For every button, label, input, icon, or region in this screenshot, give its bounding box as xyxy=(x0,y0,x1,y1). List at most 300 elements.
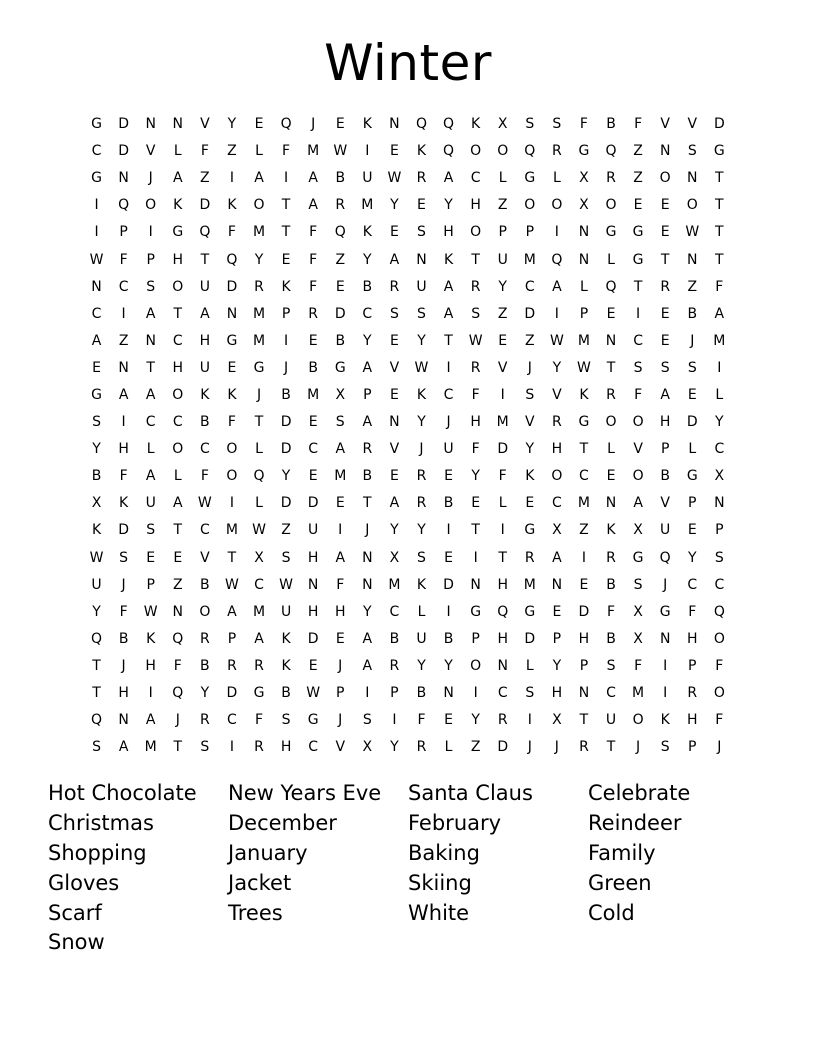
grid-letter: B xyxy=(281,685,291,702)
grid-letter: F xyxy=(715,712,724,729)
grid-letter: T xyxy=(579,712,589,729)
grid-letter: F xyxy=(634,386,643,403)
grid-letter: E xyxy=(308,468,318,485)
grid-letter: G xyxy=(524,522,536,539)
grid-row xyxy=(83,111,733,138)
grid-letter: A xyxy=(91,332,102,349)
grid-letter: Q xyxy=(605,143,617,160)
grid-letter: M xyxy=(713,332,726,349)
grid-letter: I xyxy=(229,170,234,187)
grid-letter: F xyxy=(471,441,480,458)
word-list-item: Hot Chocolate xyxy=(48,781,197,806)
grid-letter: S xyxy=(687,143,697,160)
grid-letter: T xyxy=(254,414,264,431)
grid-letter: I xyxy=(527,712,532,729)
grid-letter: B xyxy=(200,414,210,431)
grid-letter: Z xyxy=(633,143,643,160)
grid-letter: B xyxy=(335,170,346,187)
grid-letter: Y xyxy=(92,603,101,620)
grid-letter: J xyxy=(419,441,424,458)
grid-letter: C xyxy=(497,685,508,702)
grid-letter: E xyxy=(173,549,183,566)
grid-letter: J xyxy=(284,359,289,376)
grid-letter: N xyxy=(172,603,184,620)
grid-row xyxy=(83,599,733,626)
word-list-row xyxy=(48,898,788,928)
grid-letter: D xyxy=(118,143,129,160)
grid-letter: P xyxy=(579,305,589,322)
grid-letter: I xyxy=(365,143,370,160)
grid-letter: K xyxy=(200,386,210,403)
grid-letter: N xyxy=(118,359,129,376)
grid-letter: N xyxy=(307,576,319,593)
grid-letter: Y xyxy=(498,278,507,295)
grid-letter: N xyxy=(605,495,617,512)
grid-letter: Z xyxy=(687,278,698,295)
grid-letter: E xyxy=(633,197,643,214)
grid-letter: U xyxy=(605,712,617,729)
grid-letter: P xyxy=(119,224,128,241)
grid-letter: R xyxy=(389,278,400,295)
grid-row xyxy=(83,165,733,192)
grid-letter: D xyxy=(524,630,536,647)
grid-letter: B xyxy=(362,468,373,485)
grid-letter: O xyxy=(172,386,184,403)
word-list-item: February xyxy=(408,811,502,836)
grid-letter: U xyxy=(145,495,156,512)
grid-row xyxy=(83,572,733,599)
grid-letter: S xyxy=(660,359,670,376)
grid-letter: V xyxy=(335,739,346,756)
grid-letter: L xyxy=(255,495,263,512)
grid-letter: A xyxy=(552,549,562,566)
grid-letter: Y xyxy=(254,251,264,268)
grid-letter: B xyxy=(606,630,616,647)
grid-letter: B xyxy=(362,278,373,295)
grid-letter: K xyxy=(525,468,535,485)
grid-letter: O xyxy=(172,278,184,295)
grid-letter: S xyxy=(417,549,426,566)
grid-letter: Q xyxy=(605,278,617,295)
grid-letter: K xyxy=(362,116,372,133)
grid-letter: N xyxy=(172,116,184,133)
grid-letter: G xyxy=(713,143,725,160)
grid-letter: C xyxy=(172,332,183,349)
grid-letter: E xyxy=(660,332,670,349)
word-list-row xyxy=(48,839,788,869)
grid-letter: H xyxy=(145,657,156,674)
grid-letter: F xyxy=(254,712,264,729)
grid-letter: K xyxy=(227,386,237,403)
grid-letter: K xyxy=(281,278,291,295)
grid-letter: R xyxy=(497,712,508,729)
grid-letter: C xyxy=(199,441,210,458)
grid-letter: S xyxy=(281,549,291,566)
grid-letter: H xyxy=(334,603,346,620)
grid-letter: P xyxy=(336,685,345,702)
grid-letter: J xyxy=(175,712,180,729)
grid-letter: T xyxy=(146,359,155,376)
grid-letter: O xyxy=(632,414,644,431)
grid-letter: G xyxy=(686,468,698,485)
grid-letter: R xyxy=(199,630,210,647)
word-list-item: Gloves xyxy=(48,870,120,895)
grid-letter: T xyxy=(200,251,210,268)
grid-letter: D xyxy=(334,305,346,322)
grid-letter: F xyxy=(119,603,128,620)
grid-letter: R xyxy=(606,549,616,566)
grid-letter: E xyxy=(335,116,345,133)
grid-letter: I xyxy=(392,712,397,729)
grid-letter: V xyxy=(525,414,535,431)
grid-letter: X xyxy=(579,197,589,214)
grid-letter: T xyxy=(660,251,670,268)
grid-letter: I xyxy=(148,685,153,702)
grid-letter: N xyxy=(226,305,238,322)
grid-letter: W xyxy=(577,359,591,376)
grid-letter: P xyxy=(227,630,237,647)
grid-letter: F xyxy=(715,278,724,295)
grid-letter: N xyxy=(362,576,373,593)
grid-letter: X xyxy=(335,386,346,403)
grid-letter: R xyxy=(660,278,671,295)
grid-letter: M xyxy=(225,522,238,539)
grid-letter: W xyxy=(333,143,348,160)
grid-letter: F xyxy=(309,251,318,268)
grid-letter: Z xyxy=(200,170,210,187)
word-list-item: New Years Eve xyxy=(228,781,382,806)
grid-letter: Y xyxy=(417,522,426,539)
grid-letter: O xyxy=(470,224,482,241)
grid-letter: E xyxy=(335,630,345,647)
grid-letter: N xyxy=(578,685,590,702)
letter-grid xyxy=(83,111,733,761)
grid-letter: E xyxy=(606,468,616,485)
grid-letter: O xyxy=(659,170,671,187)
grid-letter: A xyxy=(443,170,454,187)
grid-letter: G xyxy=(226,332,238,349)
grid-letter: Q xyxy=(280,116,292,133)
grid-letter: H xyxy=(497,630,508,647)
grid-letter: I xyxy=(338,522,343,539)
grid-letter: E xyxy=(606,305,616,322)
grid-letter: L xyxy=(498,495,507,512)
grid-letter: R xyxy=(416,468,427,485)
grid-letter: E xyxy=(471,495,481,512)
grid-letter: Q xyxy=(199,224,211,241)
grid-letter: Z xyxy=(281,522,291,539)
grid-letter: L xyxy=(498,170,507,187)
grid-letter: D xyxy=(686,414,698,431)
grid-letter: E xyxy=(389,143,399,160)
grid-letter: B xyxy=(606,116,616,133)
grid-row xyxy=(83,436,733,463)
grid-letter: F xyxy=(498,468,507,485)
grid-letter: D xyxy=(226,278,238,295)
grid-letter: G xyxy=(253,685,265,702)
grid-letter: V xyxy=(200,549,210,566)
grid-letter: L xyxy=(255,143,263,160)
grid-row xyxy=(83,490,733,517)
grid-row xyxy=(83,274,733,301)
grid-letter: A xyxy=(145,386,156,403)
grid-letter: P xyxy=(363,386,372,403)
grid-letter: J xyxy=(527,359,532,376)
grid-row xyxy=(83,192,733,219)
grid-letter: G xyxy=(632,549,644,566)
grid-letter: K xyxy=(606,522,616,539)
grid-letter: Q xyxy=(524,143,536,160)
grid-letter: B xyxy=(606,576,616,593)
grid-letter: C xyxy=(308,739,319,756)
grid-letter: U xyxy=(660,522,671,539)
grid-letter: Y xyxy=(200,685,210,702)
grid-letter: N xyxy=(659,630,671,647)
grid-letter: Y xyxy=(92,441,101,458)
grid-letter: K xyxy=(362,224,372,241)
grid-letter: B xyxy=(200,576,210,593)
grid-letter: G xyxy=(334,359,346,376)
grid-letter: M xyxy=(252,224,266,241)
grid-letter: E xyxy=(444,468,453,485)
grid-letter: H xyxy=(443,224,454,241)
grid-letter: V xyxy=(552,386,562,403)
grid-letter: V xyxy=(389,441,400,458)
grid-letter: E xyxy=(660,305,670,322)
grid-letter: N xyxy=(389,414,400,431)
grid-letter: M xyxy=(632,685,645,702)
grid-letter: Z xyxy=(172,576,183,593)
grid-letter: R xyxy=(606,386,616,403)
grid-letter: A xyxy=(443,278,454,295)
word-list xyxy=(48,779,788,958)
grid-letter: I xyxy=(500,386,505,403)
grid-letter: A xyxy=(254,630,264,647)
grid-letter: E xyxy=(444,549,453,566)
grid-letter: K xyxy=(471,116,481,133)
grid-letter: D xyxy=(118,116,129,133)
grid-row xyxy=(83,246,733,273)
grid-letter: E xyxy=(525,495,535,512)
grid-row xyxy=(83,409,733,436)
grid-letter: E xyxy=(498,332,508,349)
grid-letter: C xyxy=(470,170,481,187)
grid-letter: G xyxy=(470,603,482,620)
grid-letter: O xyxy=(713,685,725,702)
grid-letter: N xyxy=(118,712,129,729)
grid-letter: I xyxy=(500,522,505,539)
grid-letter: N xyxy=(389,116,400,133)
grid-letter: G xyxy=(172,224,184,241)
grid-letter: C xyxy=(172,414,183,431)
grid-letter: Q xyxy=(551,251,563,268)
grid-letter: V xyxy=(660,495,670,512)
grid-letter: P xyxy=(660,441,670,458)
grid-letter: O xyxy=(226,441,238,458)
page-title: Winter xyxy=(324,34,492,92)
grid-letter: F xyxy=(119,468,128,485)
grid-letter: B xyxy=(443,630,454,647)
grid-letter: J xyxy=(311,116,316,133)
grid-letter: K xyxy=(416,143,427,160)
grid-letter: T xyxy=(92,685,101,702)
grid-letter: H xyxy=(118,685,129,702)
grid-letter: F xyxy=(634,116,643,133)
grid-letter: M xyxy=(523,251,536,268)
grid-letter: P xyxy=(498,224,507,241)
grid-letter: V xyxy=(200,116,210,133)
grid-letter: F xyxy=(417,712,426,729)
grid-letter: E xyxy=(146,549,156,566)
grid-letter: U xyxy=(91,576,102,593)
grid-letter: R xyxy=(335,197,346,214)
grid-letter: J xyxy=(690,332,695,349)
grid-letter: H xyxy=(307,603,319,620)
grid-letter: K xyxy=(119,495,129,512)
grid-row xyxy=(83,517,733,544)
grid-letter: G xyxy=(91,386,102,403)
grid-letter: K xyxy=(281,657,291,674)
grid-letter: E xyxy=(335,495,345,512)
grid-letter: R xyxy=(308,305,319,322)
grid-letter: T xyxy=(92,657,101,674)
grid-letter: O xyxy=(551,197,563,214)
grid-letter: S xyxy=(146,278,156,295)
grid-letter: G xyxy=(307,712,319,729)
grid-letter: A xyxy=(362,414,373,431)
grid-letter: E xyxy=(308,657,318,674)
grid-letter: H xyxy=(172,359,184,376)
grid-letter: T xyxy=(715,170,724,187)
grid-letter: P xyxy=(525,224,535,241)
grid-letter: H xyxy=(578,630,590,647)
grid-letter: Z xyxy=(633,170,643,187)
grid-letter: T xyxy=(715,251,724,268)
grid-letter: L xyxy=(173,143,182,160)
grid-letter: S xyxy=(335,414,345,431)
grid-letter: A xyxy=(389,251,400,268)
grid-letter: Z xyxy=(470,739,481,756)
grid-letter: J xyxy=(338,712,343,729)
grid-letter: O xyxy=(551,468,563,485)
grid-letter: Y xyxy=(363,332,372,349)
grid-letter: C xyxy=(254,576,264,593)
word-list-item: Cold xyxy=(588,900,635,925)
grid-letter: I xyxy=(717,359,722,376)
grid-letter: L xyxy=(525,657,534,674)
grid-letter: B xyxy=(281,386,291,403)
grid-letter: M xyxy=(307,386,320,403)
grid-letter: S xyxy=(281,712,291,729)
grid-letter: A xyxy=(335,441,346,458)
grid-letter: R xyxy=(687,685,698,702)
grid-letter: J xyxy=(554,739,559,756)
grid-letter: I xyxy=(554,305,559,322)
grid-letter: E xyxy=(308,414,318,431)
grid-letter: H xyxy=(470,414,481,431)
grid-letter: P xyxy=(552,630,562,647)
grid-letter: Y xyxy=(417,657,426,674)
grid-letter: D xyxy=(307,495,319,512)
grid-letter: L xyxy=(580,278,588,295)
grid-letter: M xyxy=(577,332,590,349)
grid-letter: W xyxy=(387,170,402,187)
grid-letter: R xyxy=(254,278,264,295)
grid-letter: O xyxy=(253,197,265,214)
grid-letter: C xyxy=(389,603,400,620)
grid-letter: S xyxy=(362,712,372,729)
grid-letter: N xyxy=(687,170,698,187)
grid-letter: I xyxy=(121,414,126,431)
word-list-row xyxy=(48,868,788,898)
grid-letter: N xyxy=(470,576,481,593)
word-list-item: Skiing xyxy=(408,870,472,895)
grid-letter: U xyxy=(280,603,292,620)
grid-letter: F xyxy=(471,386,480,403)
grid-letter: M xyxy=(252,332,266,349)
grid-letter: D xyxy=(226,685,238,702)
grid-letter: Q xyxy=(172,630,184,647)
grid-letter: A xyxy=(172,170,183,187)
grid-letter: L xyxy=(552,170,561,187)
grid-letter: A xyxy=(145,468,156,485)
grid-letter: I xyxy=(94,224,99,241)
grid-letter: E xyxy=(660,224,670,241)
grid-row xyxy=(83,626,733,653)
grid-letter: X xyxy=(254,549,264,566)
grid-letter: S xyxy=(633,359,643,376)
grid-letter: I xyxy=(446,603,451,620)
grid-letter: Y xyxy=(390,197,399,214)
grid-letter: Q xyxy=(226,251,238,268)
grid-letter: Y xyxy=(471,712,480,729)
grid-letter: K xyxy=(579,386,589,403)
grid-letter: I xyxy=(636,305,641,322)
grid-letter: A xyxy=(118,739,129,756)
grid-letter: Z xyxy=(497,197,508,214)
grid-letter: W xyxy=(306,685,321,702)
grid-letter: H xyxy=(307,549,319,566)
grid-letter: A xyxy=(200,305,210,322)
grid-letter: F xyxy=(200,143,209,160)
grid-letter: O xyxy=(226,468,238,485)
grid-letter: A xyxy=(145,305,156,322)
grid-letter: G xyxy=(524,603,536,620)
grid-letter: N xyxy=(497,657,508,674)
grid-letter: Y xyxy=(444,657,453,674)
grid-letter: R xyxy=(552,143,562,160)
grid-letter: F xyxy=(309,278,318,295)
grid-letter: D xyxy=(280,495,292,512)
grid-letter: O xyxy=(686,197,698,214)
grid-letter: C xyxy=(118,278,129,295)
grid-letter: I xyxy=(473,549,478,566)
grid-letter: T xyxy=(498,549,507,566)
grid-letter: R xyxy=(579,739,589,756)
grid-letter: W xyxy=(468,332,483,349)
grid-letter: X xyxy=(91,495,102,512)
grid-letter: H xyxy=(686,630,698,647)
grid-letter: E xyxy=(660,197,670,214)
grid-letter: E xyxy=(92,359,101,376)
word-list-item: Jacket xyxy=(228,870,292,895)
grid-letter: V xyxy=(687,116,698,133)
word-list-item: Celebrate xyxy=(588,781,691,806)
grid-letter: N xyxy=(551,576,563,593)
grid-letter: S xyxy=(525,685,535,702)
grid-letter: T xyxy=(173,522,183,539)
grid-letter: T xyxy=(281,197,291,214)
